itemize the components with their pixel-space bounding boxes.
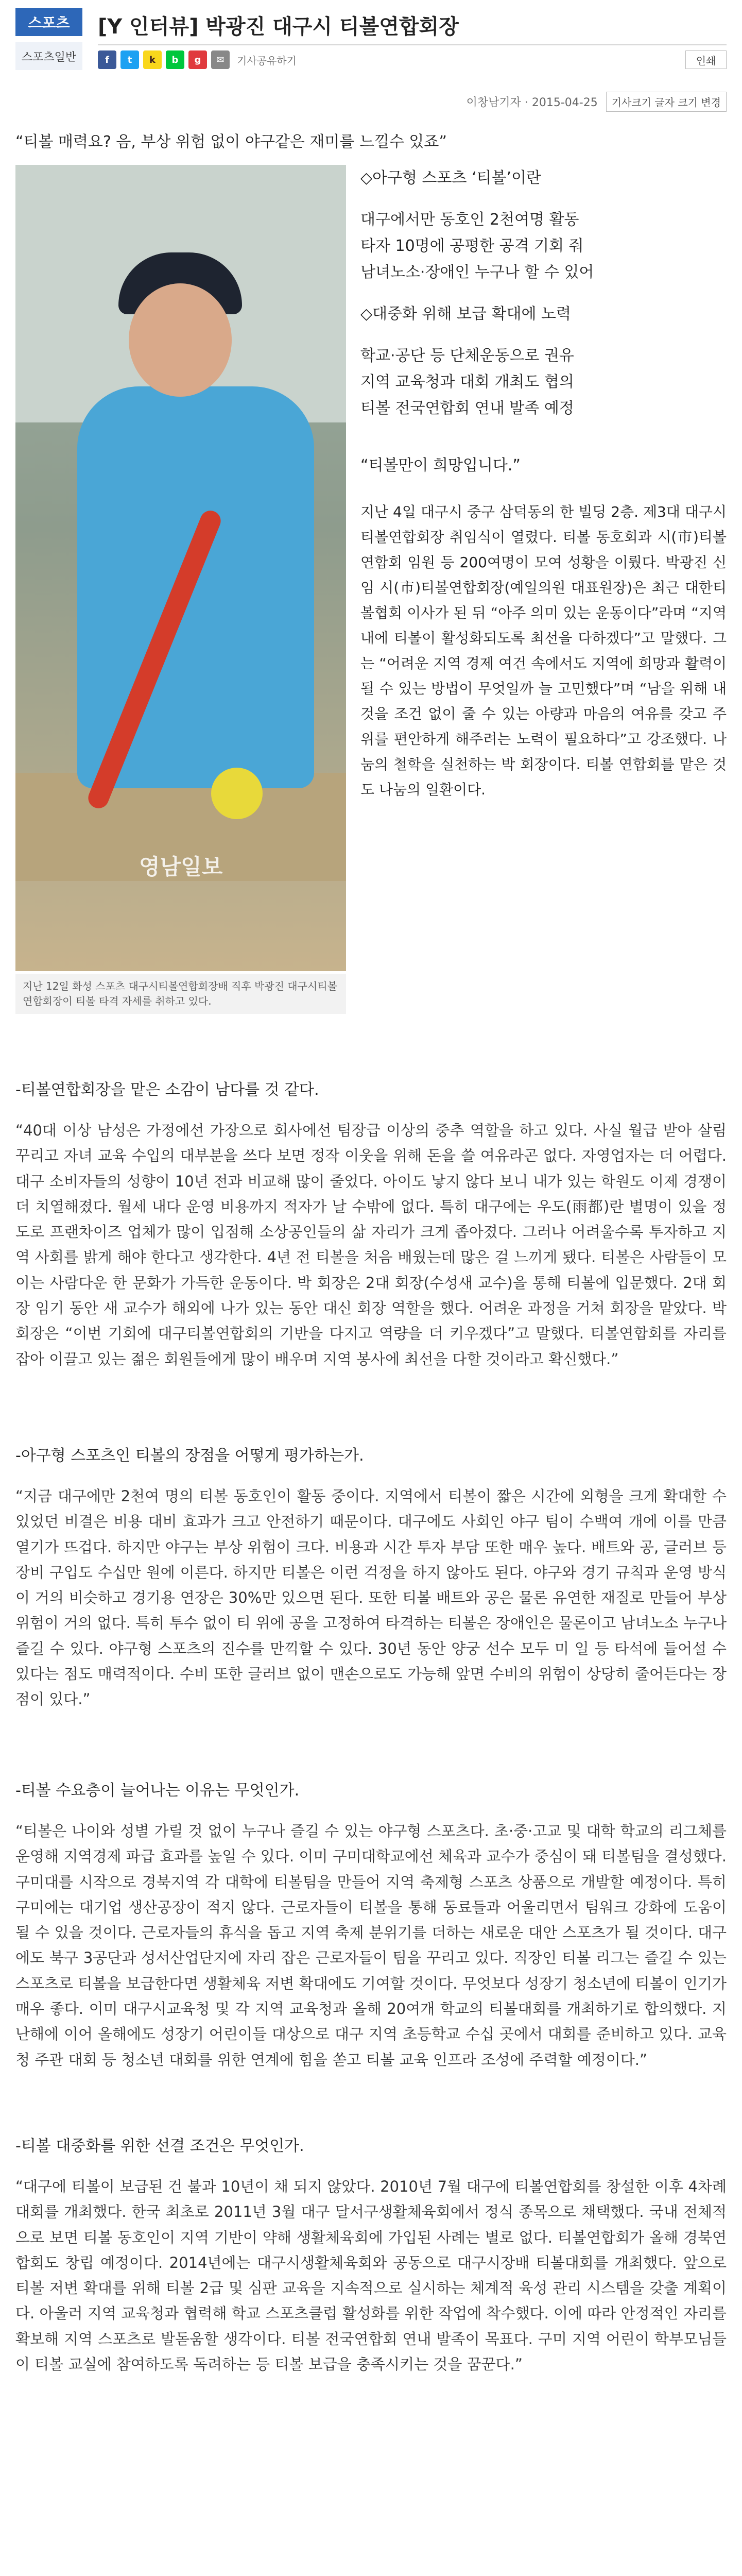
article-date: 이창남기자 · 2015-04-25 <box>466 96 598 109</box>
interview-question: -티볼 대중화를 위한 선결 조건은 무엇인가. <box>15 2137 304 2155</box>
photo-ball <box>211 768 263 819</box>
title-row <box>98 10 727 40</box>
article-header <box>0 0 742 77</box>
interview-answer: “대구에 티볼이 보급된 건 불과 10년이 채 되지 않았다. 2010년 7월 대구에 티볼연합회를 창설한 이후 4차례 대회를 개최했다. 한국 최초로 2011년 3월 대구 달서구생활체육회에서 정식 종목으로 채택했다. 국내 전체적으로 보면 티볼 동호인이 지역 기반이 약해 생활체육회에 가입된 사례는 별로 없다. 티볼연합회가 올해 경북연합회도 창립 예정이다. 2014년에는 대구시생활체육회와 공동으로 대구시장배 티볼대회를 개최했다. 앞으로 티볼 저변 확대를 위해 티볼 2급 및 심판 교육을 지속적으로 실시하는 체계적 육성 관리 시스템을 갖출 계획이다. 아울러 지역 교육청과 협력해 학교 스포츠클럽 활성화를 위한 작업에 착수했다. 이에 따라 안정적인 자리를 확보해 지역 스포츠로 발돋움할 생각이다. 티볼 전국연합회 연내 발족이 목표다. 구미 지역 어린이 학부모님들이 티볼 교실에 참여하도록 독려하는 등 티볼 보급을 충족시키는 것을 꿈꾼다.” <box>15 2178 727 2374</box>
photo-jacket <box>77 386 314 788</box>
email-icon[interactable]: ✉ <box>211 50 230 69</box>
photo-caption: 지난 12일 화성 스포츠 대구시티볼연합회장배 직후 박광진 대구시티볼연합회장이 티볼 타격 자세를 취하고 있다. <box>15 974 346 1014</box>
intro-quote: “티볼 매력요? 음, 부상 위험 없이 야구같은 재미를 느낄수 있죠” <box>15 133 447 151</box>
band-icon[interactable]: b <box>166 50 184 69</box>
article-meta <box>467 92 727 112</box>
article-photo-main <box>15 165 346 971</box>
interview-question: -티볼 수요층이 늘어나는 이유는 무엇인가. <box>15 1782 300 1800</box>
summary-sidebox <box>360 165 727 802</box>
section-tag[interactable]: 스포츠 <box>15 8 82 36</box>
font-size-button[interactable]: 기사크기 글자 크기 변경 <box>606 92 727 112</box>
interview-answer: “지금 대구에만 2천여 명의 티볼 동호인이 활동 중이다. 지역에서 티볼이 짧은 시간에 외형을 크게 확대할 수 있었던 비결은 비용 대비 효과가 크고 안전하기 때문이다. 대구에도 사회인 야구 팀이 수백여 개에 이를 만큼 열기가 뜨겁다. 하지만 야구는 부상 위험이 크다. 비용과 시간 투자 부담 또한 매우 높다. 배트와 공, 글러브 등 장비 구입도 수십만 원에 이른다. 하지만 티볼은 이런 걱정을 하지 않아도 된다. 야구와 경기 규칙과 운영 방식이 거의 비슷하고 경기용 연장은 30%만 있으면 된다. 또한 티볼 배트와 공은 물론 유연한 재질로 만들어 부상 위험이 거의 없다. 특히 투수 없이 티 위에 공을 고정하여 타격하는 티볼은 장애인은 물론이고 남녀노소 누구나 즐길 수 있다. 야구형 스포츠의 진수를 만끽할 수 있다. 30년 동안 양궁 선수 모두 미 일 등 타석에 들어설 수 있다는 점도 매력적이다. 수비 또한 글러브 없이 맨손으로도 가능해 앞면 수비의 위험이 상당히 줄어든다는 장점이 있다.” <box>15 1487 727 1708</box>
sidebox-line: 타자 10명에 공평한 공격 기회 줘 <box>360 237 584 255</box>
page-title: [Y 인터뷰] 박광진 대구시 티볼연합회장 <box>98 15 459 39</box>
interview-question: -아구형 스포츠인 티볼의 장점을 어떻게 평가하는가. <box>15 1447 364 1465</box>
title-divider <box>98 44 727 45</box>
kakaostory-icon[interactable]: k <box>143 50 162 69</box>
interview-answer: “40대 이상 남성은 가정에선 가장으로 회사에선 팀장급 이상의 중추 역할을 하고 있다. 사실 월급 받아 살림 꾸리고 자녀 교육 수입의 대부분을 쓰다 보면 정작 이웃을 위해 돈을 쓸 여유라곤 없다. 자영업자는 더 어렵다. 대구 소비자들의 성향이 10년 전과 비교해 많이 줄었다. 아이도 낳지 않다 보니 내가 있는 학원도 이제 경쟁이 더 치열해졌다. 월세 내다 운영 비용까지 적자가 날 수밖에 없다. 특히 대구에는 우도(雨都)란 별명이 있을 정도로 프랜차이즈 업체가 많이 입점해 소상공인들의 삶 자리가 크게 좁아졌다. 그러나 어려울수록 투자하고 지역 사회를 밝게 해야 한다고 생각한다. 4년 전 티볼을 처음 배웠는데 많은 걸 느끼게 됐다. 티볼은 사람들이 모이는 사람다운 한 문화가 가득한 운동이다. 박 회장은 2대 회장(수성새 교수)을 통해 티볼에 입문했다. 2대 회장 임기 동안 새 교수가 해외에 나가 있는 동안 대신 회장 역할을 했다. 어려운 과정을 거쳐 회장을 맡았다. 박 회장은 “이번 기회에 대구티볼연합회의 기반을 다지고 역량을 더 키우겠다”고 말했다. 티볼연합회를 자리를 잡아 이끌고 있는 젊은 회원들에게 많이 배우며 지역 봉사에 최선을 다할 것이라고 확신했다.” <box>15 1122 727 1368</box>
print-button[interactable]: 인쇄 <box>685 50 727 69</box>
sidebox-line: 지역 교육청과 대회 개최도 협의 <box>360 373 574 391</box>
sidebox-line: ◇대중화 위해 보급 확대에 노력 <box>360 305 571 323</box>
sidebox-line: 티볼 전국연합회 연내 발족 예정 <box>360 399 574 417</box>
interview-question: -티볼연합회장을 맡은 소감이 남다를 것 같다. <box>15 1081 319 1099</box>
lead-paragraph: 지난 4일 대구시 중구 삼덕동의 한 빌딩 2층. 제3대 대구시티볼연합회장 취임식이 열렸다. 티볼 동호회과 시(市)티볼연합회 임원 등 200여명이 모여 성황을 이뤘다. 박광진 신임 시(市)티볼연합회장(예일의원 대표원장)은 최근 대한티볼협회 이사가 된 뒤 “아주 의미 있는 운동이다”라며 “지역 내에 티볼이 활성화되도록 최선을 다하겠다”고 말했다. 그는 “어려운 지역 경제 여건 속에서도 지역에 희망과 활력이 될 수 있는 방법이 무엇일까 늘 고민했다”며 “남을 위해 내 것을 조건 없이 줄 수 있는 아량과 마음의 여유를 갖고 주위를 편안하게 해주려는 노력이 필요하다”고 강조했다. 나눔의 철학을 실천하는 박 회장이다. 티볼 연합회를 맡은 것도 나눔의 일환이다. <box>360 503 727 798</box>
subsection-tag[interactable]: 스포츠일반 <box>15 42 82 70</box>
photo-watermark: 영남일보 <box>139 854 223 879</box>
sidebox-line: 학교·공단 등 단체운동으로 권유 <box>360 347 574 365</box>
sidebox-line: ◇아구형 스포츠 ‘티볼’이란 <box>360 169 542 187</box>
photo-face <box>129 283 232 397</box>
share-buttons <box>98 50 297 69</box>
facebook-icon[interactable]: f <box>98 50 116 69</box>
interview-answer: “티볼은 나이와 성별 가릴 것 없이 누구나 즐길 수 있는 야구형 스포츠다. 초·중·고교 및 대학 학교의 리그체를 운영해 지역경제 파급 효과를 높일 수 있다. 이미 구미대학교에선 체육과 교수가 중심이 돼 티볼팀을 결성했다. 구미대를 시작으로 경북지역 각 대학에 티볼팀을 만들어 지역 축제형 스포츠 상품으로 개발할 예정이다. 특히 구미에는 대기업 생산공장이 적지 않다. 근로자들이 티볼을 통해 동료들과 어울리면서 팀워크 강화에 도움이 될 수 있을 것이다. 근로자들의 휴식을 돕고 지역 축제 분위기를 더하는 새로운 대안 스포츠가 될 것이다. 대구에도 북구 3공단과 성서산업단지에 자리 잡은 근로자들이 팀을 꾸리고 있다. 직장인 티볼 리그는 즐길 수 있는 스포츠로 티볼을 보급한다면 생활체육 저변 확대에도 기여할 것이다. 무엇보다 성장기 청소년에 티볼이 인기가 매우 좋다. 이미 대구시교육청 및 각 지역 교육청과 올해 20여개 학교의 티볼대회를 개최하기로 합의했다. 지난해에 이어 올해에도 성장기 어린이들 대상으로 대구 지역 초등학교 수십 곳에서 대회를 준비하고 있다. 교육청 주관 대회 등 청소년 대회를 위한 연계에 힘을 쏟고 티볼 교육 인프라 조성에 주력할 예정이다.” <box>15 1822 727 2069</box>
lead-quote: “티볼만이 희망입니다.” <box>360 456 521 474</box>
share-label: 기사공유하기 <box>237 54 297 67</box>
twitter-icon[interactable]: t <box>120 50 139 69</box>
sidebox-line: 남녀노소·장애인 누구나 할 수 있어 <box>360 263 594 281</box>
sidebox-line: 대구에서만 동호인 2천여명 활동 <box>360 211 579 229</box>
google-plus-icon[interactable]: g <box>188 50 207 69</box>
